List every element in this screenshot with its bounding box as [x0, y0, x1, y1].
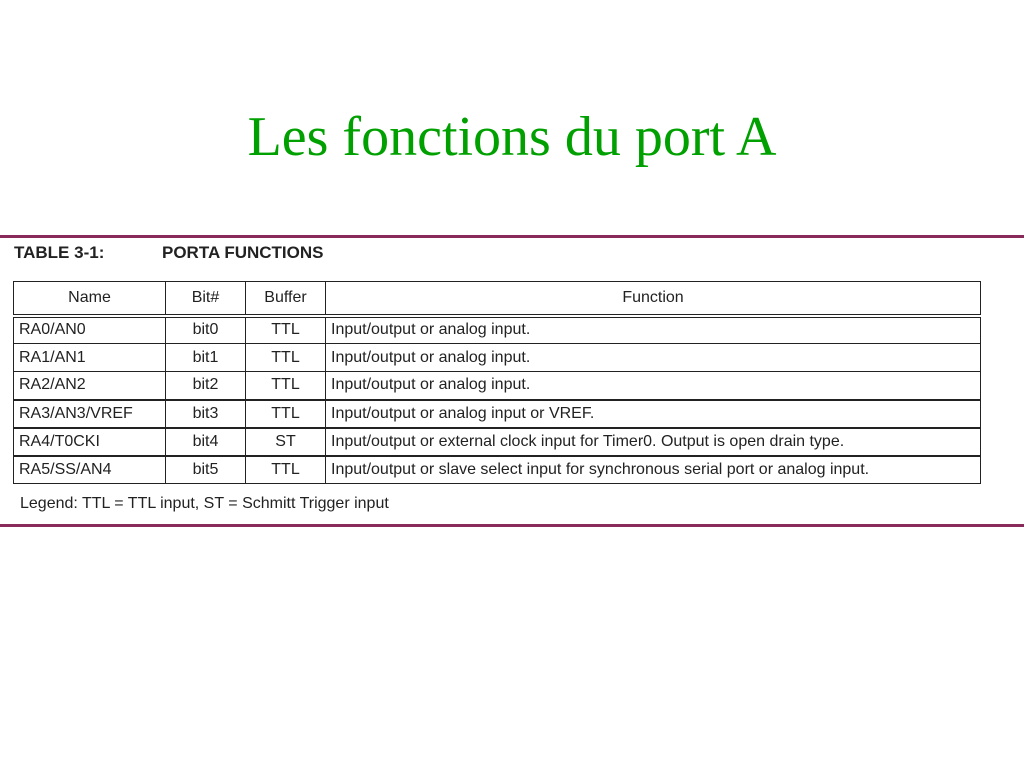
table-caption-name: PORTA FUNCTIONS — [162, 243, 324, 262]
cell-buffer: TTL — [246, 344, 326, 372]
cell-buffer: TTL — [246, 456, 326, 484]
table-row — [14, 372, 981, 400]
cell-bit: bit5 — [166, 456, 246, 484]
cell-bit: bit0 — [166, 316, 246, 344]
cell-bit: bit4 — [166, 428, 246, 456]
cell-buffer: ST — [246, 428, 326, 456]
table-row — [14, 456, 981, 484]
cell-function: Input/output or analog input. — [326, 344, 981, 372]
cell-function: Input/output or external clock input for Timer0. Output is open drain type. — [326, 428, 981, 456]
cell-name: RA2/AN2 — [14, 372, 166, 400]
cell-function: Input/output or analog input. — [326, 316, 981, 344]
cell-function: Input/output or slave select input for synchronous serial port or analog input. — [326, 456, 981, 484]
cell-buffer: TTL — [246, 316, 326, 344]
cell-buffer: TTL — [246, 400, 326, 428]
table-row — [14, 316, 981, 344]
cell-bit: bit1 — [166, 344, 246, 372]
cell-name: RA1/AN1 — [14, 344, 166, 372]
porta-functions-table — [13, 281, 981, 484]
slide-title: Les fonctions du port A — [247, 106, 777, 168]
cell-name: RA3/AN3/VREF — [14, 400, 166, 428]
header-name: Name — [14, 282, 166, 316]
table-panel — [0, 235, 1024, 527]
cell-buffer: TTL — [246, 372, 326, 400]
table-row — [14, 400, 981, 428]
cell-name: RA4/T0CKI — [14, 428, 166, 456]
header-buffer: Buffer — [246, 282, 326, 316]
header-function: Function — [326, 282, 981, 316]
cell-function: Input/output or analog input or VREF. — [326, 400, 981, 428]
table-caption-label: TABLE 3-1: — [14, 243, 105, 262]
table-legend: Legend: TTL = TTL input, ST = Schmitt Trigger input — [20, 495, 389, 512]
cell-name: RA5/SS/AN4 — [14, 456, 166, 484]
table-header-row — [14, 282, 981, 316]
cell-name: RA0/AN0 — [14, 316, 166, 344]
cell-bit: bit3 — [166, 400, 246, 428]
table-caption — [14, 243, 324, 263]
cell-function: Input/output or analog input. — [326, 372, 981, 400]
header-bit: Bit# — [166, 282, 246, 316]
cell-bit: bit2 — [166, 372, 246, 400]
table-row — [14, 344, 981, 372]
table-row — [14, 428, 981, 456]
